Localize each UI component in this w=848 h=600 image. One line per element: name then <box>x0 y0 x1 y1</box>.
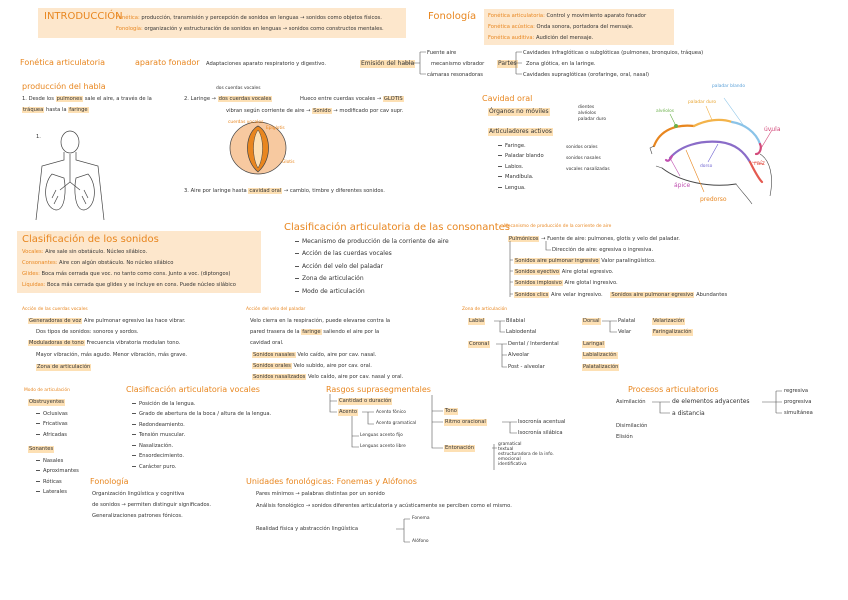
rasgos-tono: Tono <box>445 408 457 414</box>
procesos-progresiva: progresiva <box>784 399 812 405</box>
lbl-glotis: Glotis <box>282 160 295 165</box>
item-text: Lengua. <box>505 184 526 191</box>
cavidad-oral-title: Cavidad oral <box>482 94 533 103</box>
step2-top: dos cuerdas vocales <box>216 86 261 91</box>
mecanismo-title: Mecanismo de producción de la corriente de aire <box>504 224 612 229</box>
row-label: Sonidos clics <box>515 292 549 298</box>
vocales-nasalizadas-sm: vocales nasalizadas <box>566 167 610 172</box>
dientes: dientes <box>578 105 595 110</box>
item-text: Róticas <box>43 478 62 485</box>
item-text: Nasalización. <box>139 442 174 449</box>
zona-labializacion: Labialización <box>583 352 617 358</box>
row-text: Velo caído, aire por cav. nasal. <box>297 352 377 358</box>
zona-velarizacion: Velarización <box>653 318 685 324</box>
row-label: Sonidos orales <box>253 363 291 369</box>
item-text: Aproximantes <box>43 468 79 474</box>
unidades-title: Unidades fonológicas: Fonemas y Alófonos <box>246 477 417 486</box>
cav-supra: Cavidades supraglóticas (orofaringe, oral, nasal) <box>523 72 650 78</box>
row-label: Sonidos nasalizados <box>253 374 306 380</box>
item-text: Ensordecimiento. <box>139 453 185 459</box>
row-label: Glides: <box>22 271 40 277</box>
zona-velar: Velar <box>618 329 632 335</box>
sonidos-orales-sm: sonidos orales <box>566 145 598 150</box>
vibran-text: vibran según corriente de aire → <box>226 108 311 114</box>
diag-uvula: úvula <box>764 126 781 133</box>
sonidos-nasales-sm: sonidos nasales <box>566 156 601 161</box>
rasgos-isocronia-acentual: Isocronía acentual <box>518 419 566 425</box>
fonologia-header-title: Fonología <box>428 11 477 22</box>
fonologia2-l2: de sonidos → permiten distinguir significados. <box>92 502 212 508</box>
faringe: faringe <box>69 107 88 113</box>
row-text: Aire glotal egresivo. <box>561 269 614 275</box>
fonetica-def: producción, transmisión y percepción de sonidos en lenguas → sonidos como objetos físicos. <box>141 15 382 21</box>
rasgos-title: Rasgos suprasegmentales <box>326 385 431 394</box>
line-label: Fonética articulatoria: <box>488 13 545 19</box>
cuerdas-title: Acción de las cuerdas vocales <box>22 307 88 312</box>
zona-title: Zona de articulación <box>462 307 508 312</box>
list-item: textual <box>498 447 514 453</box>
hueco-text: Hueco entre cuerdas vocales → <box>300 96 382 102</box>
velo-text2-pre: pared trasera de la <box>250 329 300 335</box>
row-label: Sonidos aire pulmonar ingresivo <box>515 258 599 264</box>
list-item: emocional <box>498 457 521 463</box>
item-text: Acción del velo del paladar <box>302 262 384 270</box>
diag-dorso: dorso <box>700 164 713 169</box>
unidades-fonema: Fonema <box>412 516 430 521</box>
lbl-cuerdas: cuerdas vocales <box>228 120 264 125</box>
row-label: Sonidos eyectivo <box>515 269 560 275</box>
egresivo-label: Sonidos aire pulmonar egresivo <box>611 292 694 298</box>
modificado: → modificado por cav supr. <box>333 108 404 114</box>
clas-consonantes-title: Clasificación articulatoria de las consonantes <box>284 222 510 233</box>
procesos-disimilacion: Disimilación <box>616 423 648 429</box>
cuerdas-dos-tipos: Dos tipos de sonidos: sonoros y sordos. <box>36 329 139 335</box>
item-text: Carácter puro. <box>139 463 177 470</box>
line-text: Audición del mensaje. <box>535 35 594 41</box>
zona-labiodental: Labiodental <box>506 329 537 335</box>
rasgos-isocronia-silabica: Isocronía silábica <box>518 430 563 436</box>
moduladoras: Moduladoras de tono <box>29 340 84 346</box>
unidades-pares: Pares mínimos → palabras distintas por un sonido <box>256 491 385 497</box>
item-text: Paladar blando <box>505 153 544 159</box>
produccion-title: producción del habla <box>22 82 106 91</box>
row-text: Aire con algún obstáculo. No núcleo silábico <box>59 260 174 266</box>
rasgos-entonacion: Entonación <box>445 445 474 451</box>
diag-paladar-duro: paladar duro <box>688 100 717 105</box>
row-label: Vocales: <box>22 249 44 255</box>
mecanismo-vibrador: mecanismo vibrador <box>431 61 485 67</box>
row-text: Aire sale sin obstáculo. Núcleo silábico. <box>45 249 148 255</box>
velo-text2-end: saliendo el aire por la <box>323 329 380 335</box>
item-text: Faringe. <box>505 142 526 149</box>
zona-palatal: Palatal <box>618 318 636 324</box>
rasgos-acento-fonico: Acento fónico <box>376 410 406 415</box>
rasgos-lenguas-libre: Lenguas acento libre <box>360 444 406 449</box>
item-text: Mandíbula. <box>505 174 534 180</box>
vocales-title: Clasificación articulatoria vocales <box>126 385 260 394</box>
modo-title: Modo de articulación <box>24 388 70 393</box>
row-text: Boca más cerrada que voc. no tanto como cons. Junto a voc. (diptongos) <box>41 271 231 277</box>
row-text: Valor paralingüístico. <box>601 258 656 264</box>
mecanismo-direccion: Dirección de aire: egresiva o ingresiva. <box>552 247 654 253</box>
traquea: tráquea <box>23 107 44 113</box>
cuerdas-vocales: dos cuerdas vocales <box>218 96 272 102</box>
intro-title: INTRODUCCIÓN <box>44 11 123 22</box>
fonologia-def: organización y estructuración de sonidos en lenguas → sonidos como constructos mentales. <box>144 26 384 32</box>
articuladores: Articuladores activos <box>489 128 552 135</box>
moduladoras-text: Frecuencia vibratoria modulan tono. <box>86 340 181 346</box>
zona-glotica: Zona glótica, en la laringe. <box>526 61 596 67</box>
item-text: Modo de articulación <box>302 287 365 295</box>
diag-apice: ápice <box>674 182 691 189</box>
rasgos-acento-gramatical: Acento gramatical <box>376 421 417 426</box>
step3-pre: 3. Aire por laringe hasta <box>184 188 247 194</box>
generadoras-text: Aire pulmonar egresivo las hace vibrar. <box>83 318 186 324</box>
rasgos-cantidad: Cantidad o duración <box>339 398 392 404</box>
diag-raiz: raíz <box>754 160 765 167</box>
row-label: Sonidos implosivo <box>515 280 562 286</box>
egresivo-text: Abundantes <box>696 292 728 298</box>
zona-alveolar: Alveolar <box>508 352 530 358</box>
pulmonicos: Pulmónicos <box>509 236 539 242</box>
fonetica-art-title: Fonética articulatoria <box>20 58 105 67</box>
zona-dorsal: Dorsal <box>583 318 600 324</box>
step1-end: hasta la <box>45 107 67 113</box>
item-text: Oclusivas <box>43 410 68 417</box>
fonologia2-l3: Generalizaciones patrones fónicos. <box>92 513 183 519</box>
row-text: Velo subido, aire por cav. oral. <box>293 363 372 369</box>
modo-sonantes: Sonantes <box>29 446 54 452</box>
modo-obstruyentes: Obstruyentes <box>29 399 65 405</box>
unidades-alofono: Alófono <box>412 539 429 544</box>
partes: Partes <box>498 60 517 67</box>
organos-no-moviles: Órganos no móviles <box>489 108 549 115</box>
item-text: Acción de las cuerdas vocales <box>302 250 392 257</box>
row-text: Velo caído, aire por cav. nasal y oral. <box>307 374 404 380</box>
row-text: Aire glotal ingresivo. <box>564 280 618 286</box>
cav-infra: Cavidades infraglóticas o subglóticas (pulmones, bronquios, tráquea) <box>523 50 704 56</box>
step1-pre: 1. Desde los <box>22 96 54 102</box>
row-label: Consonantes: <box>22 260 58 266</box>
item-text: Zona de articulación <box>302 275 364 282</box>
step2-pre: 2. Laringe → <box>184 96 217 102</box>
procesos-simultanea: simultánea <box>784 410 813 416</box>
generadoras: Generadoras de voz <box>29 318 82 324</box>
zona-dental: Dental / Interdental <box>508 341 559 347</box>
item-text: Labios. <box>505 163 524 170</box>
unidades-realidad: Realidad física y abstracción lingüística <box>256 526 359 532</box>
list-item: gramatical <box>498 442 522 447</box>
zona-coronal: Coronal <box>469 341 489 347</box>
item-text: Mecanismo de producción de la corriente de aire <box>302 237 449 245</box>
velo-title: Acción del velo del paladar <box>246 307 306 312</box>
item-text: Africadas <box>43 431 67 438</box>
glotis: GLOTIS <box>383 96 403 102</box>
row-label: Sonidos nasales <box>253 352 295 358</box>
step3-end: → cambio, timbre y diferentes sonidos. <box>283 188 385 194</box>
emision-habla: Emisión del habla <box>361 60 415 67</box>
cuerdas-mayor: Mayor vibración, más agudo. Menor vibración, más grave. <box>36 352 188 358</box>
procesos-elision: Elisión <box>616 434 633 440</box>
line-text: Onda sonora, portadora del mensaje. <box>536 24 634 30</box>
procesos-distancia: a distancia <box>672 410 705 417</box>
cuerdas-zona: Zona de articulación <box>37 364 91 370</box>
rasgos-acento: Acento <box>339 409 357 415</box>
rasgos-ritmo: Ritmo oracional <box>445 419 486 425</box>
paladar-duro-txt: paladar duro <box>578 117 607 122</box>
mecanismo-fuente: → Fuente de aire: pulmones, glotis y velo del paladar. <box>541 236 680 242</box>
fonologia2-title: Fonología <box>90 477 129 486</box>
item-text: Fricativas <box>43 421 68 427</box>
diag-predorso: predorso <box>700 196 727 203</box>
zona-labial: Labial <box>469 318 485 324</box>
alveolos-txt: alvéolos <box>578 111 597 116</box>
clas-sonidos-title: Clasificación de los sonidos <box>22 234 159 245</box>
list-item: estructuradora de la info. <box>498 452 554 458</box>
row-label: Líquidas: <box>22 282 46 288</box>
procesos-title: Procesos articulatorios <box>628 385 719 394</box>
zona-bilabial: Bilabial <box>506 318 525 324</box>
sonido: Sonido <box>313 108 331 114</box>
item-text: Nasales <box>43 457 64 464</box>
row-text: Boca más cerrada que glides y se incluye en cons. Puede núcleo silábico <box>46 282 236 288</box>
velo-faringe: faringe <box>302 329 321 335</box>
zona-laringal: Laringal <box>583 341 604 347</box>
fonologia2-l1: Organización lingüística y cognitiva <box>92 491 185 497</box>
adaptaciones: Adaptaciones aparato respiratorio y digestivo. <box>206 61 327 67</box>
fuente-aire: Fuente aire <box>427 50 457 56</box>
camaras: cámaras resonadoras <box>427 72 483 78</box>
aparato-fonador: aparato fonador <box>135 58 200 67</box>
pulmones: pulmones <box>56 96 83 102</box>
diag-paladar-blando: paladar blando <box>712 84 746 89</box>
line-label: Fonética acústica: <box>488 24 535 30</box>
unidades-analisis: Análisis fonológico → sonidos diferentes articulatoria y acústicamente se perciben como el mismo. <box>256 503 512 509</box>
fonetica-label: Fonética: <box>116 15 140 21</box>
num1: 1. <box>36 134 41 140</box>
zona-palatalizacion: Palatalización <box>583 364 619 370</box>
procesos-regresiva: regresiva <box>784 388 809 394</box>
zona-faringalizacion: Faringalización <box>653 329 692 335</box>
line-text: Control y movimiento aparato fonador <box>546 13 647 19</box>
line-label: Fonética auditiva: <box>488 35 535 41</box>
item-text: Posición de la lengua. <box>139 400 196 407</box>
lbl-epiglotis: Epiglotis <box>266 126 285 131</box>
step1-mid: sale el aire, a través de la <box>84 96 152 102</box>
item-text: Redondeamiento. <box>139 421 185 428</box>
fonologia-label: Fonología: <box>116 26 143 32</box>
cavidad-oral-hl: cavidad oral <box>249 188 282 194</box>
list-item: identificativa <box>498 462 527 468</box>
item-text: Tensión muscular. <box>139 432 186 438</box>
rasgos-lenguas-fijo: Lenguas acento fijo <box>360 433 403 438</box>
row-text: Aire velar ingresivo. <box>550 292 603 298</box>
velo-text1: Velo cierra en la respiración, puede elevarse contra la <box>250 318 391 324</box>
item-text: Grado de abertura de la boca / altura de la lengua. <box>139 411 272 417</box>
diag-alveolos: alvéolos <box>656 109 675 114</box>
zona-post: Post - alveolar <box>508 364 545 370</box>
item-text: Laterales <box>43 489 67 495</box>
procesos-elementos: de elementos adyacentes <box>672 398 750 405</box>
velo-text3: cavidad oral. <box>250 340 284 346</box>
procesos-asimilacion: Asimilación <box>616 399 646 405</box>
